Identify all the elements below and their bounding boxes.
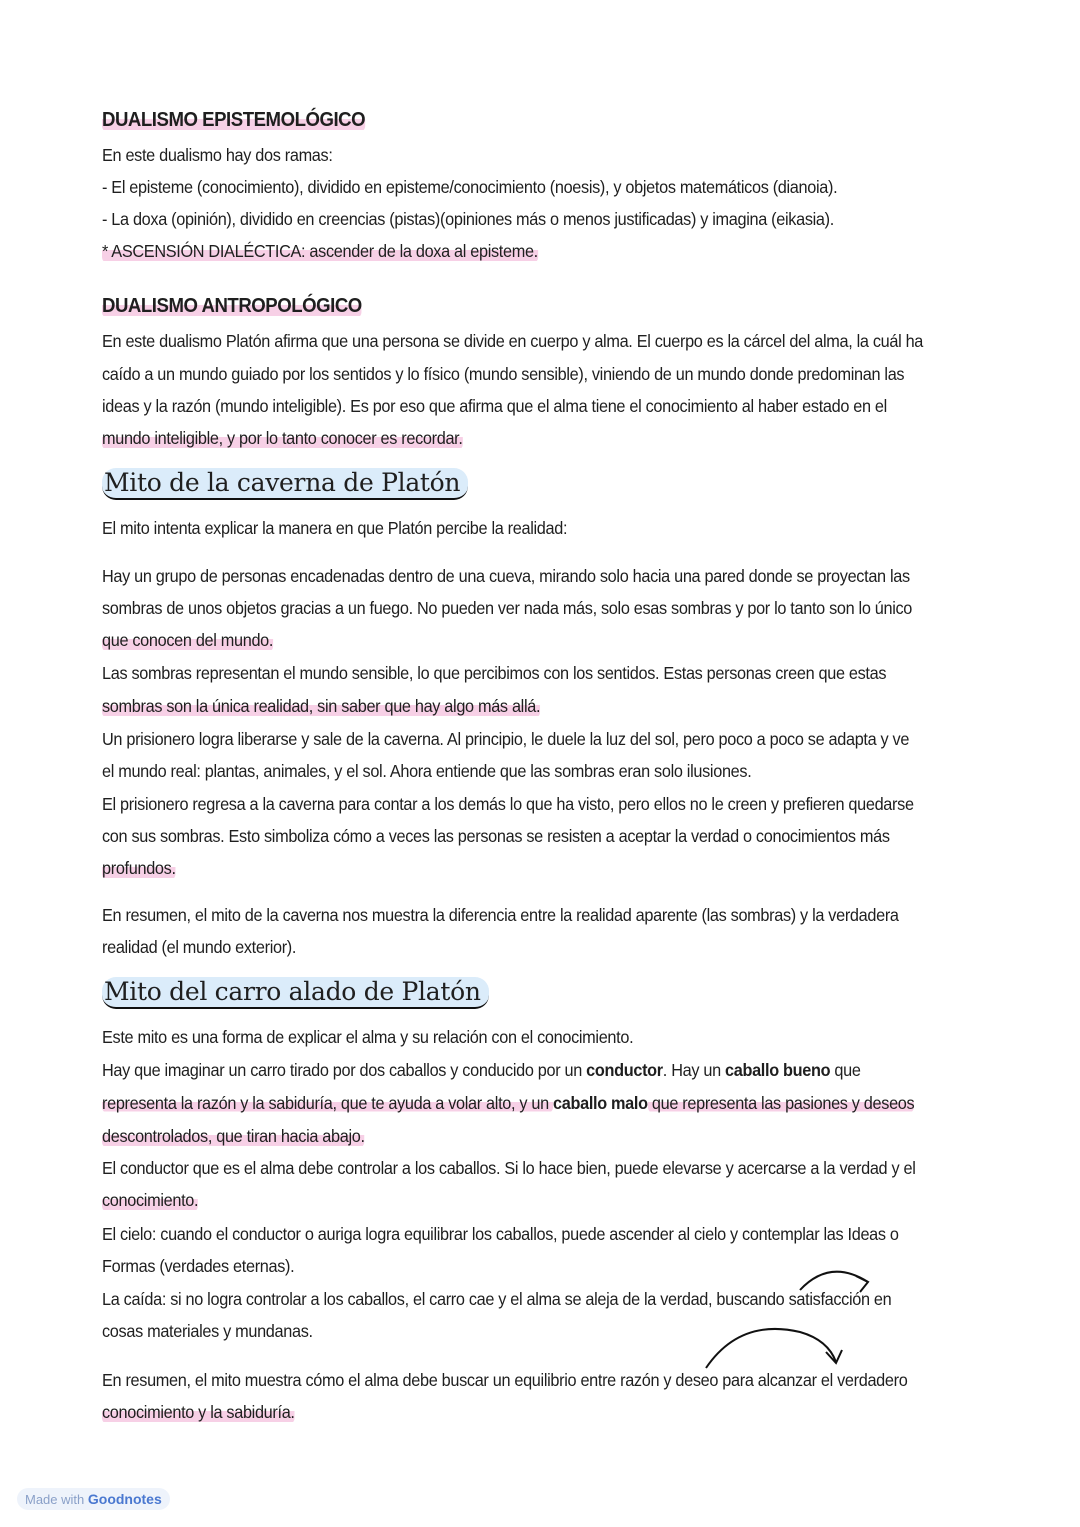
text-line: realidad (el mundo exterior). xyxy=(102,937,297,957)
bold-term: caballo bueno xyxy=(725,1060,831,1080)
text-line: conocimiento. xyxy=(102,1190,199,1210)
goodnotes-badge xyxy=(17,1488,170,1510)
text-line: con sus sombras. Esto simboliza cómo a veces las personas se resisten a aceptar la verdad o conocimientos más xyxy=(102,826,890,846)
text: . Hay un xyxy=(662,1060,726,1080)
brand-logo: Goodnotes xyxy=(87,1491,162,1507)
text-line: ideas y la razón (mundo inteligible). Es por eso que afirma que el alma tiene el conocimiento al haber estado en el xyxy=(102,396,887,416)
made-with-label: Made with xyxy=(25,1492,85,1507)
text-line: La caída: si no logra controlar a los caballos, el carro cae y el alma se aleja de la verdad, buscando satisfacción en xyxy=(102,1289,892,1309)
text-line: - La doxa (opinión), dividido en creencias (pistas)(opiniones más o menos justificadas) y imagina (eikasia). xyxy=(102,209,834,229)
text-line: El prisionero regresa a la caverna para contar a los demás lo que ha visto, pero ellos no le creen y prefieren quedarse xyxy=(102,794,914,814)
text-line: caído a un mundo guiado por los sentidos y lo físico (mundo sensible), viniendo de un mundo donde predominan las xyxy=(102,364,905,384)
text-line: cosas materiales y mundanas. xyxy=(102,1321,313,1341)
bold-term: conductor xyxy=(586,1060,663,1080)
text-line: * ASCENSIÓN DIALÉCTICA: ascender de la doxa al episteme. xyxy=(102,241,538,261)
text-line: Un prisionero logra liberarse y sale de la caverna. Al principio, le duele la luz del sol, pero poco a poco se adapta y ve xyxy=(102,729,910,749)
text: que representa las pasiones y deseos xyxy=(647,1093,915,1113)
text-line: que conocen del mundo. xyxy=(102,630,274,650)
text-line: sombras son la única realidad, sin saber que hay algo más allá. xyxy=(102,696,541,716)
bold-term: caballo malo xyxy=(553,1093,648,1113)
text-line: Hay un grupo de personas encadenadas dentro de una cueva, mirando solo hacia una pared donde se proyectan las xyxy=(102,566,910,586)
text: que xyxy=(830,1060,861,1080)
arrow-head-1 xyxy=(856,1276,868,1292)
text-line: El conductor que es el alma debe controlar a los caballos. Si lo hace bien, puede elevarse y acercarse a la verdad y el xyxy=(102,1158,916,1178)
text-line: En resumen, el mito de la caverna nos muestra la diferencia entre la realidad aparente (las sombras) y la verdadera xyxy=(102,905,899,925)
text: Hay que imaginar un carro tirado por dos caballos y conducido por un xyxy=(102,1060,587,1080)
text-line: - El episteme (conocimiento), dividido en episteme/conocimiento (noesis), y objetos matemáticos (dianoia). xyxy=(102,177,838,197)
text-line: Formas (verdades eternas). xyxy=(102,1256,295,1276)
text-line: En resumen, el mito muestra cómo el alma debe buscar un equilibrio entre razón y deseo para alcanzar el verdadero xyxy=(102,1370,908,1390)
section-title: DUALISMO EPISTEMOLÓGICO xyxy=(102,109,366,131)
section-title: Mito de la caverna de Platón xyxy=(102,468,468,500)
text: representa la razón y la sabiduría, que te ayuda a volar alto, y un xyxy=(102,1093,554,1113)
text-line: descontrolados, que tiran hacia abajo. xyxy=(102,1126,365,1146)
section-title: DUALISMO ANTROPOLÓGICO xyxy=(102,295,362,317)
text-line: En este dualismo Platón afirma que una persona se divide en cuerpo y alma. El cuerpo es la cárcel del alma, la cuál ha xyxy=(102,331,924,351)
text-line: El cielo: cuando el conductor o auriga logra equilibrar los caballos, puede ascender al cielo y contemplar las Ideas o xyxy=(102,1224,899,1244)
text-line: el mundo real: plantas, animales, y el sol. Ahora entiende que las sombras eran solo ilusiones. xyxy=(102,761,752,781)
text-line: sombras de unos objetos gracias a un fuego. No pueden ver nada más, solo esas sombras y por lo tanto son lo único xyxy=(102,598,913,618)
arrow-curve-1 xyxy=(800,1272,868,1290)
text-line: Este mito es una forma de explicar el alma y su relación con el conocimiento. xyxy=(102,1027,634,1047)
section-title: Mito del carro alado de Platón xyxy=(102,977,489,1009)
arrow-curve-2 xyxy=(706,1329,836,1368)
text-line: conocimiento y la sabiduría. xyxy=(102,1402,295,1422)
text-line: mundo inteligible, y por lo tanto conocer es recordar. xyxy=(102,428,463,448)
text-line: Las sombras representan el mundo sensible, lo que percibimos con los sentidos. Estas personas creen que estas xyxy=(102,663,887,683)
text-line: profundos. xyxy=(102,858,176,878)
text-line: El mito intenta explicar la manera en que Platón percibe la realidad: xyxy=(102,518,568,538)
text-line: En este dualismo hay dos ramas: xyxy=(102,145,333,165)
